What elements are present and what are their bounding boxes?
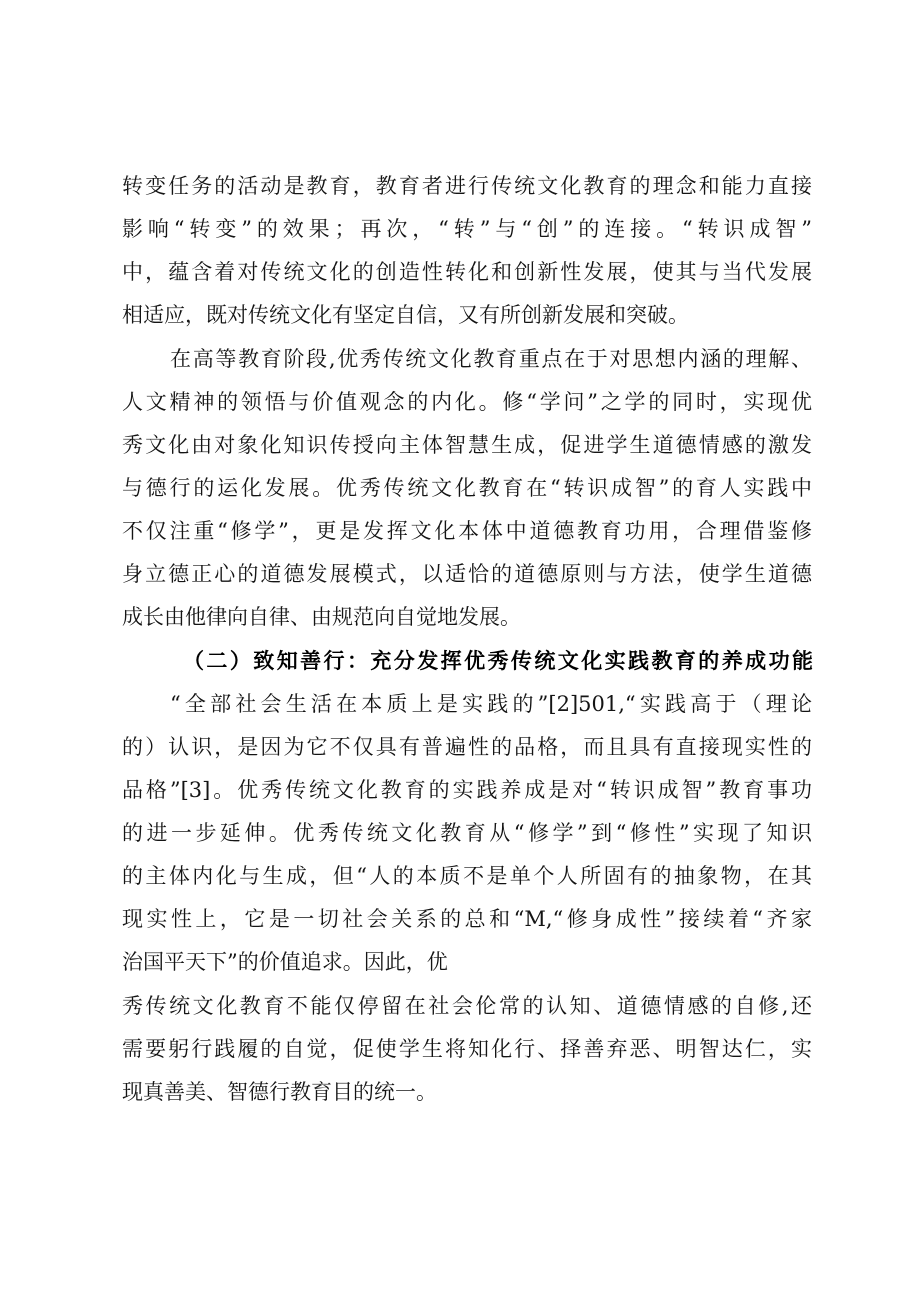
paragraph-3-line-2: 的）认识，是因为它不仅具有普遍性的品格，而且具有直接现实性的 <box>122 735 812 759</box>
paragraph-3-line-6: 现实性上，它是一切社会关系的总和“M,“修身成性”接续着“齐家 <box>122 907 812 931</box>
paragraph-3-line-3: 品格”[3]。优秀传统文化教育的实践养成是对“转识成智”教育事功 <box>122 778 812 802</box>
paragraph-2-line-5: 不仅注重“修学”，更是发挥文化本体中道德教育功用，合理借鉴修 <box>122 519 812 543</box>
paragraph-3-line-10: 现真善美、智德行教育目的统一。 <box>122 1080 437 1104</box>
paragraph-2-line-1: 在高等教育阶段,优秀传统文化教育重点在于对思想内涵的理解、 <box>170 347 812 371</box>
paragraph-1-line-1: 转变任务的活动是教育，教育者进行传统文化教育的理念和能力直接 <box>122 174 812 198</box>
paragraph-2-line-3: 秀文化由对象化知识传授向主体智慧生成，促进学生道德情感的激发 <box>122 433 812 457</box>
paragraph-3-line-8: 秀传统文化教育不能仅停留在社会伦常的认知、道德情感的自修,还 <box>122 994 812 1018</box>
paragraph-1-line-2: 影响“转变”的效果；再次，“转”与“创”的连接。“转识成智” <box>122 217 812 241</box>
section-heading: （二）致知善行：充分发挥优秀传统文化实践教育的养成功能 <box>183 649 813 673</box>
paragraph-2-line-2: 人文精神的领悟与价值观念的内化。修“学问”之学的同时，实现优 <box>122 390 812 414</box>
paragraph-1-line-3: 中，蕴含着对传统文化的创造性转化和创新性发展，使其与当代发展 <box>122 260 812 284</box>
paragraph-2-line-7: 成长由他律向自律、由规范向自觉地发展。 <box>122 605 521 629</box>
paragraph-1-line-4: 相适应，既对传统文化有坚定自信，又有所创新发展和突破。 <box>122 303 689 327</box>
paragraph-2-line-4: 与德行的运化发展。优秀传统文化教育在“转识成智”的育人实践中 <box>122 476 812 500</box>
paragraph-2-line-6: 身立德正心的道德发展模式，以适恰的道德原则与方法，使学生道德 <box>122 562 812 586</box>
paragraph-3-line-4: 的进一步延伸。优秀传统文化教育从“修学”到“修性”实现了知识 <box>122 821 812 845</box>
paragraph-3-line-9: 需要躬行践履的自觉，促使学生将知化行、择善弃恶、明智达仁，实 <box>122 1037 812 1061</box>
paragraph-3-line-7: 治国平天下”的价值追求。因此，优 <box>122 950 448 974</box>
paragraph-3-line-5: 的主体内化与生成，但“人的本质不是单个人所固有的抽象物，在其 <box>122 864 812 888</box>
paragraph-3-line-1: “全部社会生活在本质上是实践的”[2]501,“实践高于（理论 <box>170 692 812 716</box>
